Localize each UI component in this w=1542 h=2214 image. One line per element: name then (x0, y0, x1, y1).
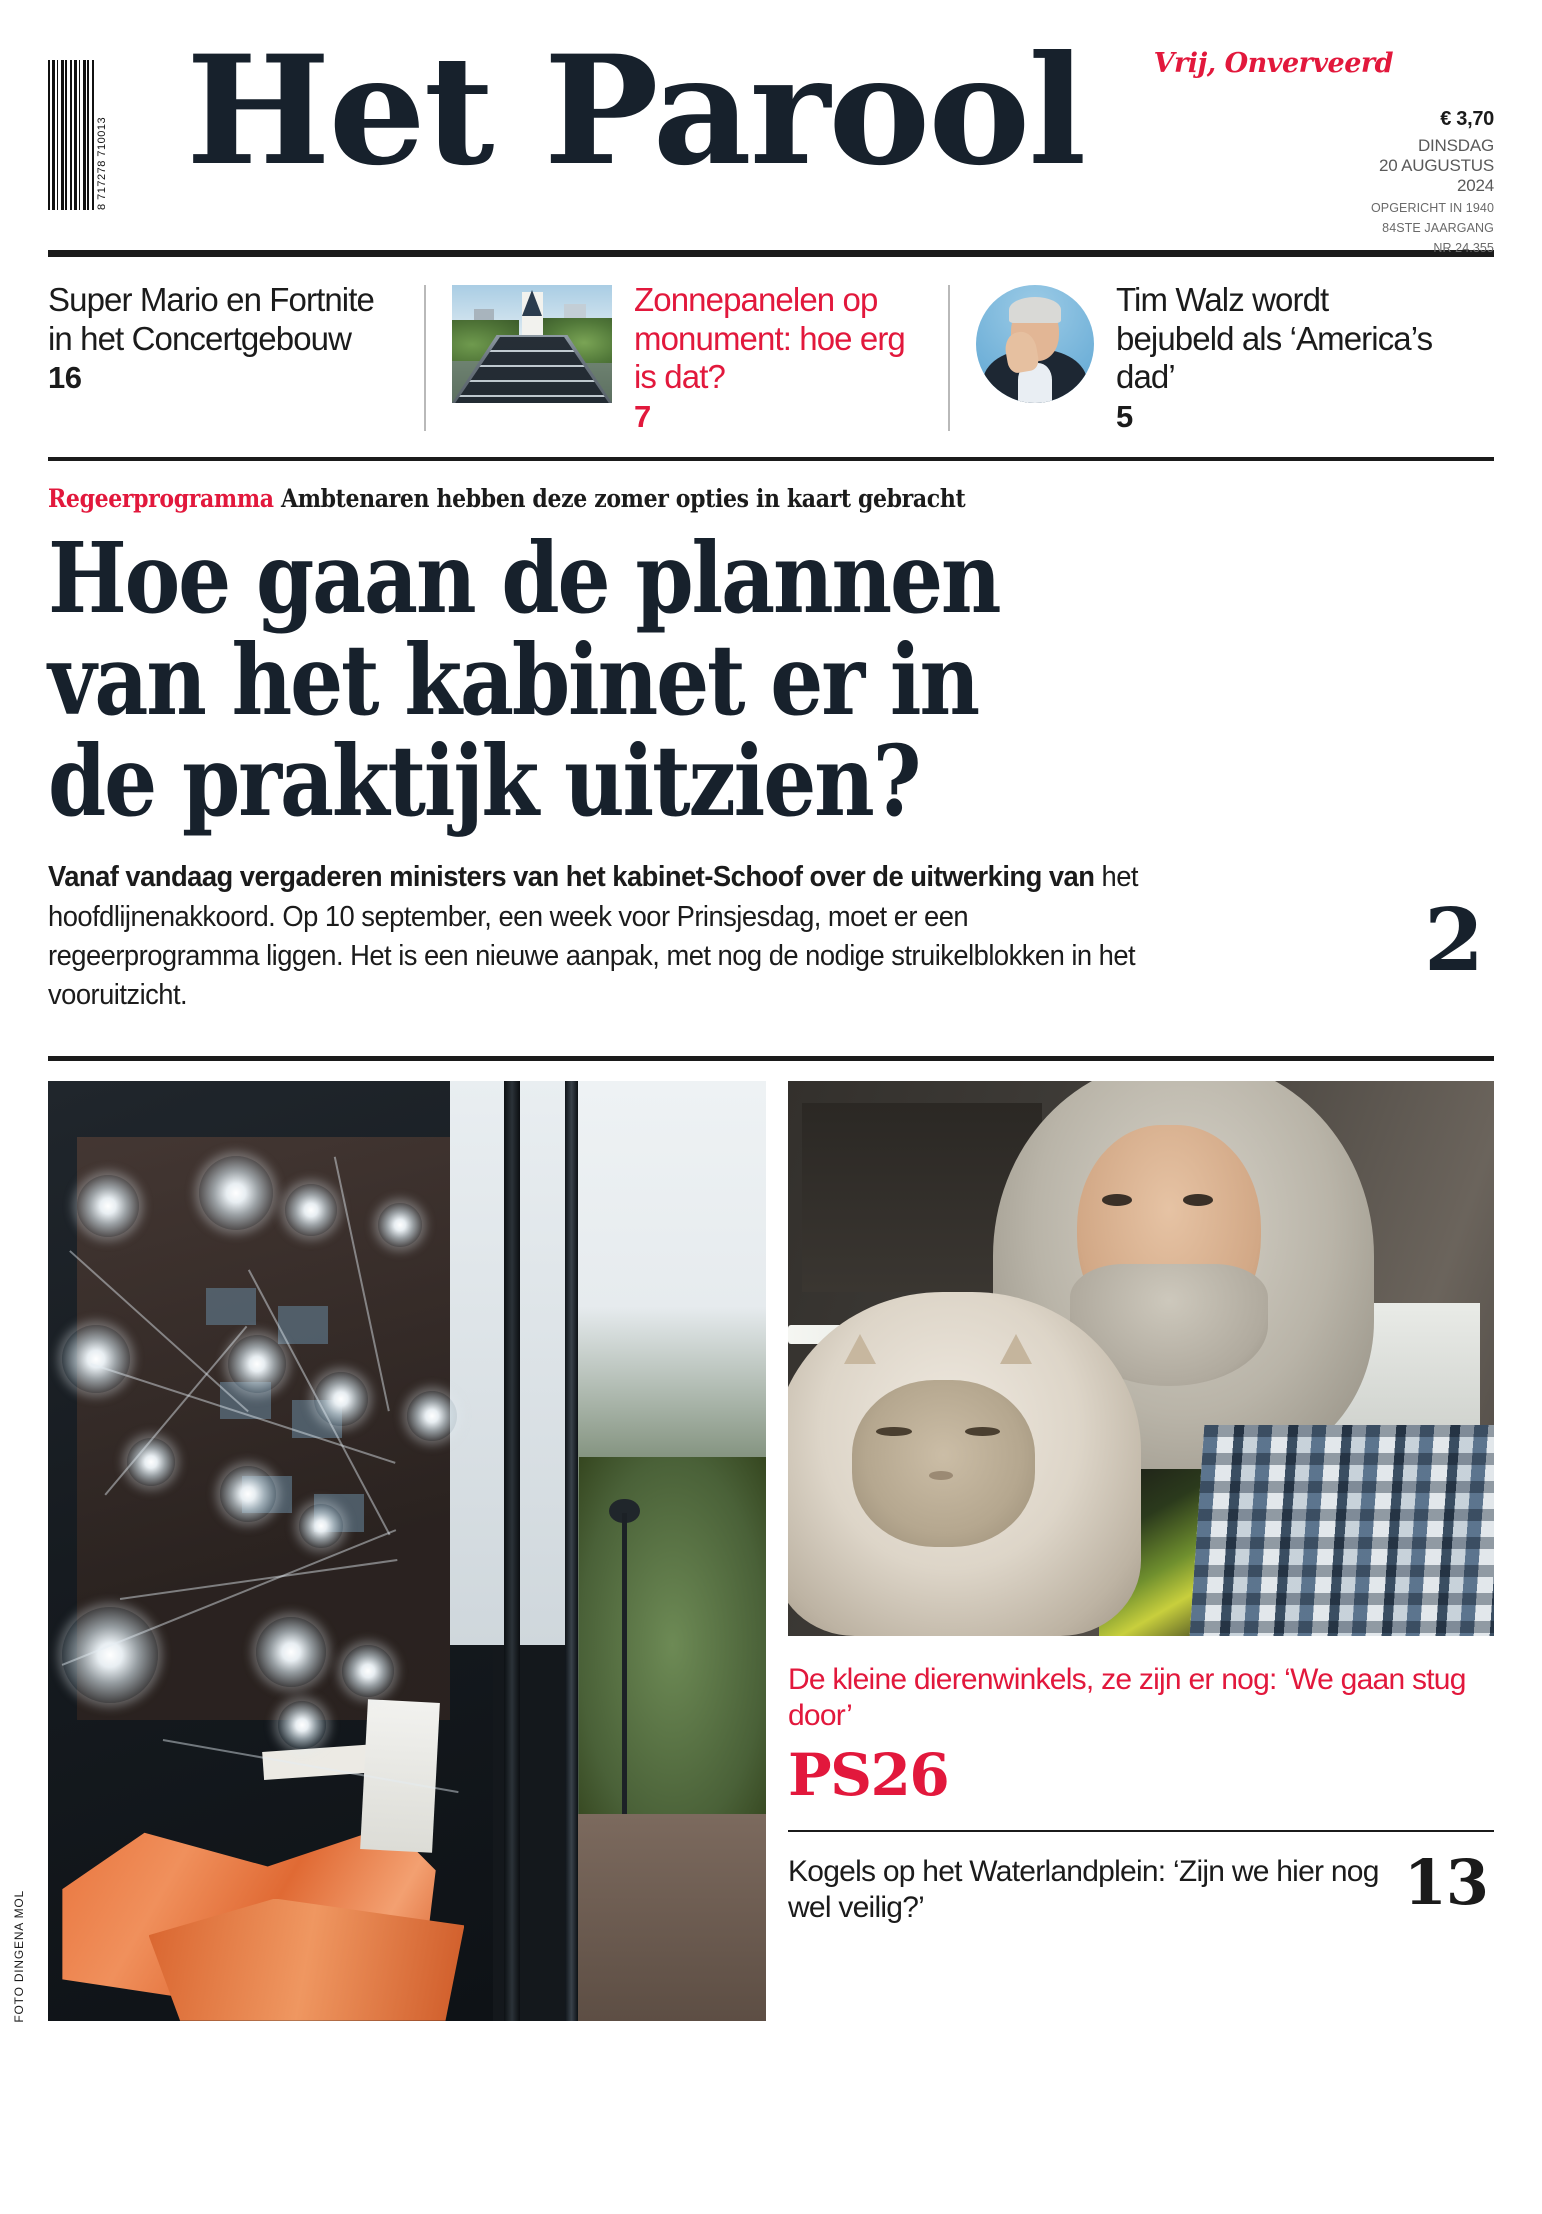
cat-eye-shape (876, 1427, 911, 1436)
eye-shape (1102, 1194, 1132, 1206)
masthead-title: Het Parool (186, 23, 1085, 199)
teaser-item-tim-walz[interactable] (976, 281, 1436, 435)
bullet-hole-icon (256, 1617, 326, 1687)
teaser-label: Tim Walz wordt bejubeld als ‘America’s dad’ (1116, 281, 1433, 396)
cat-eye-shape (965, 1427, 1000, 1436)
caption-divider-rule (788, 1830, 1494, 1832)
issue-volume: 84STE JAARGANG (1382, 221, 1494, 236)
teaser-divider (424, 285, 426, 431)
bullet-hole-icon (278, 1701, 326, 1749)
bullet-hole-icon (285, 1184, 337, 1236)
waterlandplein-teaser[interactable] (788, 1845, 1494, 1926)
masthead-logo-block (186, 23, 1401, 199)
teaser-page-number: 7 (634, 398, 651, 434)
reflected-window-shape (206, 1288, 256, 1326)
issue-founded: OPGERICHT IN 1940 (1370, 201, 1494, 216)
waterlandplein-caption: Kogels op het Waterlandplein: ‘Zijn we hier nog wel veilig?’ (788, 1854, 1379, 1924)
barcode-bars (48, 60, 94, 210)
bullet-hole-icon (77, 1175, 139, 1237)
bullet-hole-icon (407, 1391, 457, 1441)
bottom-right-column (788, 1081, 1494, 2023)
teaser-page-number: 5 (1116, 398, 1133, 434)
hair-shape (1009, 297, 1061, 323)
cat-ear-shape (1000, 1334, 1032, 1364)
photo-credit: FOTO DINGENA MOL (12, 1890, 26, 2023)
bullet-hole-icon (62, 1607, 158, 1703)
headline-line-2: van het kabinet er in (48, 622, 978, 737)
barcode (48, 60, 112, 235)
street-lamp-pole-shape (622, 1513, 627, 1833)
teaser-page-number: 16 (48, 360, 82, 396)
issue-price: € 3,70 (1440, 108, 1494, 130)
teaser-label: Super Mario en Fortnite in het Concertgebouw (48, 281, 374, 357)
lead-kicker (48, 485, 1320, 513)
issue-info (1344, 108, 1494, 256)
standfirst-rest-part: het hoofdlijnenakkoord. Op 10 september, een week voor Prinsjesdag, moet er een regeerprogramma liggen. Het is een nieuwe aanpak, met nog de nodige struikelblokken in het vooruitzicht. (48, 861, 1138, 1012)
lead-page-number: 2 (1424, 890, 1484, 992)
pet-shop-owner-photo[interactable] (788, 1081, 1494, 1636)
lead-standfirst-row (48, 858, 1494, 1015)
plaid-fleece-jacket-shape (1190, 1425, 1494, 1636)
issue-year: 2024 (1456, 176, 1494, 196)
bullet-hole-icon (62, 1325, 130, 1393)
standfirst-bold-part: Vanaf vandaag vergaderen ministers van het kabinet-Schoof over de uitwerking van (48, 861, 1095, 894)
window-frame-mullion (565, 1081, 578, 2021)
waterlandplein-page-number: 13 (1403, 1845, 1488, 1919)
lead-bottom-rule (48, 1056, 1494, 1061)
bullet-hole-icon (199, 1156, 273, 1230)
tim-walz-portrait-image (976, 285, 1094, 403)
issue-weekday: DINSDAG (1417, 136, 1494, 155)
shattered-window-photo[interactable] (48, 1081, 766, 2021)
pet-shop-page-number: PS26 (788, 1740, 949, 1809)
bullet-hole-icon (299, 1504, 343, 1548)
solar-panel-thumbnail-image (452, 285, 612, 403)
masthead-rule (48, 250, 1494, 257)
pet-shop-teaser[interactable] (788, 1636, 1494, 1809)
pavement-shape (578, 1814, 766, 2021)
cat-face-shape (852, 1380, 1036, 1547)
bullet-hole-icon (342, 1645, 394, 1697)
kicker-text: Ambtenaren hebben deze zomer opties in kaart gebracht (280, 483, 966, 513)
headline-line-3: de praktijk uitzien? (48, 724, 920, 839)
headline-line-1: Hoe gaan de plannen (48, 521, 1000, 636)
cat-ear-shape (844, 1334, 876, 1364)
bullet-hole-icon (378, 1203, 422, 1247)
church-spire-shape (522, 290, 542, 316)
bullet-hole-icon (127, 1438, 175, 1486)
teaser-bar (48, 257, 1494, 457)
lead-standfirst (48, 858, 1176, 1015)
bottom-left-column (48, 1081, 766, 2023)
lead-headline[interactable] (48, 521, 1292, 839)
bullet-hole-icon (314, 1372, 368, 1426)
issue-number: NR 24.355 (1433, 241, 1494, 256)
kicker-section-label: Regeerprogramma (48, 483, 274, 513)
pet-shop-caption: De kleine dierenwinkels, ze zijn er nog: ‘We gaan stug door’ (788, 1662, 1466, 1732)
bullet-hole-icon (228, 1335, 286, 1393)
masthead-tagline: Vrij, Onverveerd (1153, 48, 1393, 79)
bottom-section (12, 1081, 1494, 2023)
teaser-divider (948, 285, 950, 431)
window-frame-mullion (504, 1081, 520, 2021)
masthead (48, 0, 1494, 256)
lead-story (48, 461, 1494, 1016)
teaser-item-zonnepanelen[interactable] (452, 281, 922, 435)
teaser-item-concertgebouw[interactable] (48, 281, 398, 435)
issue-date: 20 AUGUSTUS (1379, 156, 1494, 176)
teaser-label: Zonnepanelen op monument: hoe erg is dat? (634, 281, 905, 396)
barcode-number: 8 717278 710013 (96, 116, 108, 210)
street-trees-shape (579, 1457, 766, 1833)
